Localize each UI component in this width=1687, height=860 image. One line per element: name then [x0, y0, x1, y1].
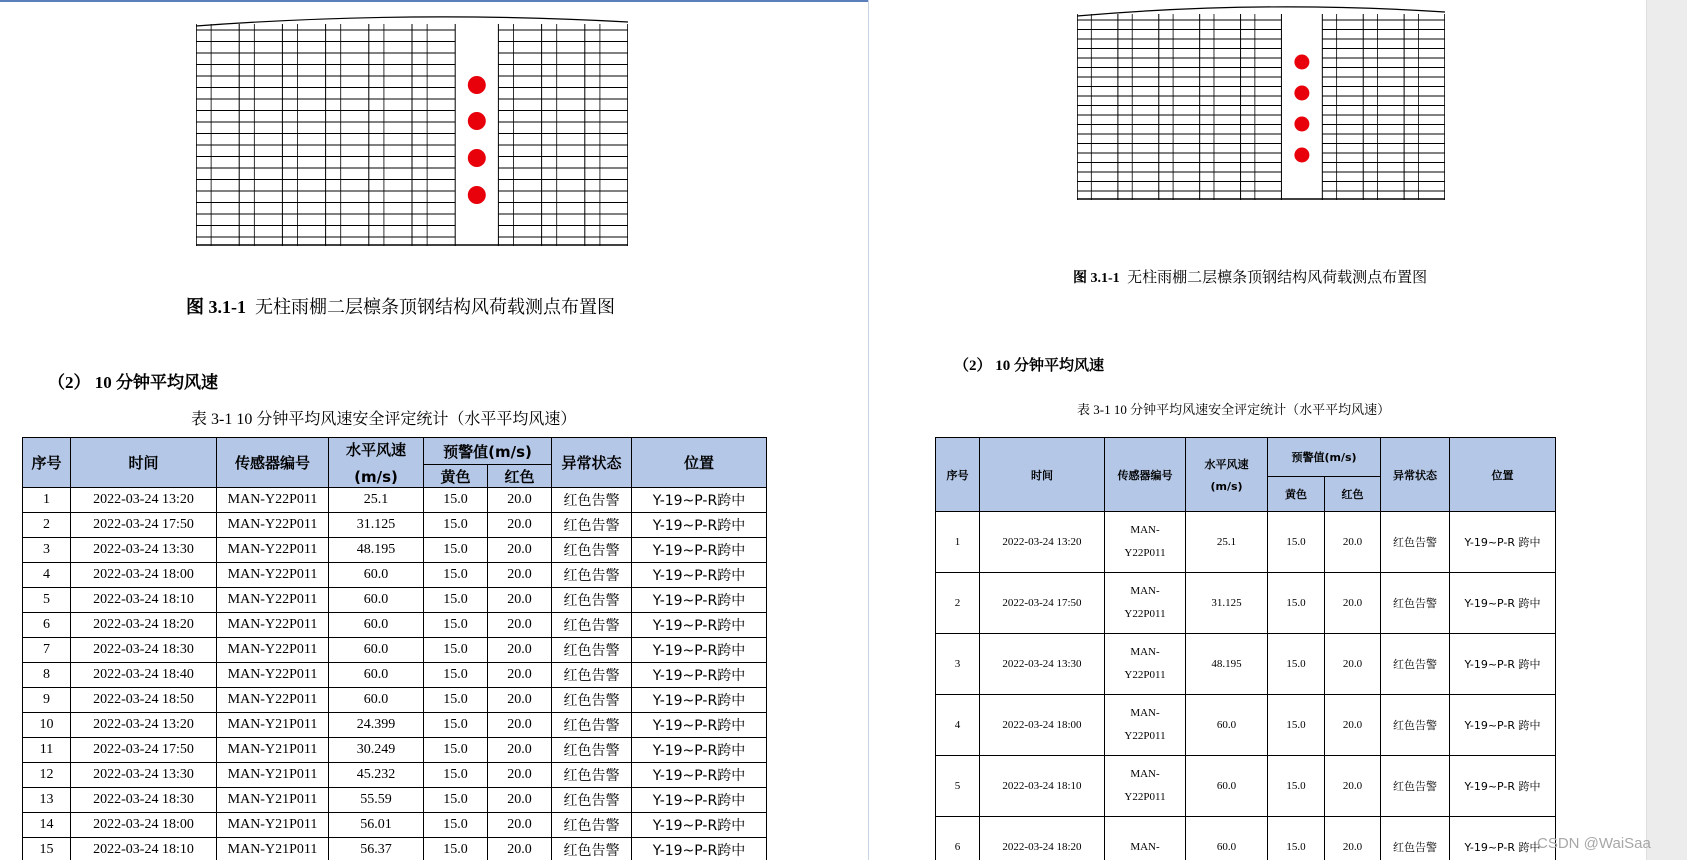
cell-location: Y-19~P-R跨中 [632, 813, 767, 838]
cell-time: 2022-03-24 18:20 [980, 817, 1105, 860]
cell-speed: 48.195 [329, 538, 424, 563]
cell-index: 3 [936, 634, 980, 695]
cell-red: 20.0 [488, 613, 552, 638]
measure-point [468, 149, 486, 167]
cell-index: 15 [23, 838, 71, 860]
right-document-page [869, 0, 1646, 860]
cell-index: 1 [23, 488, 71, 513]
cell-red: 20.0 [488, 588, 552, 613]
cell-speed: 25.1 [1186, 512, 1268, 573]
header-warning: 预警值(m/s) [1268, 438, 1381, 477]
left-figure-caption [186, 293, 615, 319]
left-section-heading: （2） 10 分钟平均风速 [48, 373, 218, 392]
cell-location: Y-19~P-R跨中 [632, 763, 767, 788]
header-wind-speed-label: 水平风速 [345, 441, 406, 459]
table-row [936, 573, 1556, 634]
cell-time: 2022-03-24 18:30 [71, 638, 217, 663]
cell-time: 2022-03-24 18:00 [980, 695, 1105, 756]
table-row [23, 838, 767, 860]
cell-status: 红色告警 [1381, 817, 1450, 860]
cell-status: 红色告警 [1381, 573, 1450, 634]
cell-sensor: MAN-Y21P011 [217, 813, 329, 838]
header-yellow: 黄色 [424, 465, 488, 488]
cell-red: 20.0 [488, 538, 552, 563]
cell-sensor [1105, 512, 1186, 573]
header-status: 异常状态 [1381, 438, 1450, 512]
cell-index: 6 [23, 613, 71, 638]
cell-status: 红色告警 [552, 663, 632, 688]
cell-status: 红色告警 [552, 713, 632, 738]
cell-sensor [1105, 817, 1186, 860]
table-row [23, 663, 767, 688]
cell-red: 20.0 [488, 563, 552, 588]
left-figure-title: 无柱雨棚二层檩条顶钢结构风荷载测点布置图 [255, 297, 615, 317]
table-row [23, 738, 767, 763]
cell-status: 红色告警 [552, 838, 632, 860]
cell-speed: 60.0 [1186, 756, 1268, 817]
cell-location: Y-19~P-R跨中 [632, 788, 767, 813]
cell-yellow: 15.0 [424, 688, 488, 713]
cell-speed: 31.125 [1186, 573, 1268, 634]
cell-status: 红色告警 [552, 513, 632, 538]
cell-index: 6 [936, 817, 980, 860]
cell-sensor: MAN-Y21P011 [217, 738, 329, 763]
cell-yellow: 15.0 [1268, 756, 1325, 817]
cell-status: 红色告警 [552, 763, 632, 788]
header-wind-speed [329, 438, 424, 488]
header-index: 序号 [936, 438, 980, 512]
cell-yellow: 15.0 [424, 638, 488, 663]
cell-status: 红色告警 [552, 563, 632, 588]
viewer-side-strip[interactable] [1646, 0, 1687, 860]
header-time: 时间 [980, 438, 1105, 512]
cell-status: 红色告警 [552, 738, 632, 763]
cell-index: 1 [936, 512, 980, 573]
cell-index: 8 [23, 663, 71, 688]
cell-yellow: 15.0 [424, 538, 488, 563]
cell-status: 红色告警 [552, 488, 632, 513]
table-row [23, 788, 767, 813]
cell-status: 红色告警 [1381, 634, 1450, 695]
cell-speed: 60.0 [329, 663, 424, 688]
cell-location: Y-19~P-R跨中 [632, 713, 767, 738]
cell-speed: 24.399 [329, 713, 424, 738]
cell-location: Y-19~P-R 跨中 [1450, 695, 1556, 756]
cell-speed: 60.0 [1186, 817, 1268, 860]
table-row [23, 713, 767, 738]
header-wind-speed-unit: (m/s) [1210, 480, 1243, 493]
right-measure-points [1294, 55, 1309, 163]
cell-location: Y-19~P-R 跨中 [1450, 573, 1556, 634]
cell-yellow: 15.0 [424, 788, 488, 813]
cell-red: 20.0 [488, 713, 552, 738]
cell-red: 20.0 [488, 838, 552, 860]
cell-red: 20.0 [488, 513, 552, 538]
cell-status: 红色告警 [552, 688, 632, 713]
cell-red: 20.0 [1325, 817, 1381, 860]
cell-status: 红色告警 [1381, 512, 1450, 573]
cell-sensor-line1: MAN- [1130, 524, 1160, 536]
cell-sensor-line1: MAN- [1130, 707, 1160, 719]
cell-red: 20.0 [488, 763, 552, 788]
cell-sensor: MAN-Y22P011 [217, 588, 329, 613]
cell-red: 20.0 [488, 813, 552, 838]
header-wind-speed-unit: (m/s) [354, 468, 398, 486]
measure-point [1294, 86, 1309, 101]
cell-time: 2022-03-24 18:30 [71, 788, 217, 813]
cell-status: 红色告警 [552, 788, 632, 813]
cell-yellow: 15.0 [424, 763, 488, 788]
header-warning: 预警值(m/s) [424, 438, 552, 465]
cell-sensor [1105, 695, 1186, 756]
table-row [23, 688, 767, 713]
header-time: 时间 [71, 438, 217, 488]
cell-sensor: MAN-Y22P011 [217, 688, 329, 713]
cell-location: Y-19~P-R跨中 [632, 688, 767, 713]
cell-sensor-line2: Y22P011 [1124, 791, 1166, 803]
cell-location: Y-19~P-R 跨中 [1450, 634, 1556, 695]
right-wind-speed-table [935, 437, 1556, 860]
cell-sensor: MAN-Y21P011 [217, 763, 329, 788]
cell-red: 20.0 [1325, 634, 1381, 695]
cell-speed: 25.1 [329, 488, 424, 513]
cell-yellow: 15.0 [424, 663, 488, 688]
cell-location: Y-19~P-R跨中 [632, 738, 767, 763]
cell-speed: 48.195 [1186, 634, 1268, 695]
cell-red: 20.0 [1325, 695, 1381, 756]
cell-status: 红色告警 [552, 638, 632, 663]
table-row [23, 813, 767, 838]
left-page-top-accent [0, 0, 868, 2]
header-wind-speed-label: 水平风速 [1204, 458, 1249, 471]
cell-index: 5 [23, 588, 71, 613]
table-header-row [936, 438, 1556, 477]
cell-sensor: MAN-Y22P011 [217, 638, 329, 663]
header-location: 位置 [632, 438, 767, 488]
cell-yellow: 15.0 [1268, 695, 1325, 756]
cell-speed: 60.0 [329, 638, 424, 663]
measure-point [468, 76, 486, 94]
cell-speed: 45.232 [329, 763, 424, 788]
left-table-caption: 表 3-1 10 分钟平均风速安全评定统计（水平平均风速） [191, 411, 577, 428]
header-status: 异常状态 [552, 438, 632, 488]
cell-red: 20.0 [488, 663, 552, 688]
cell-time: 2022-03-24 18:10 [980, 756, 1105, 817]
cell-speed: 60.0 [329, 688, 424, 713]
cell-status: 红色告警 [1381, 695, 1450, 756]
cell-time: 2022-03-24 18:10 [71, 588, 217, 613]
cell-speed: 31.125 [329, 513, 424, 538]
cell-index: 12 [23, 763, 71, 788]
cell-time: 2022-03-24 18:00 [71, 563, 217, 588]
cell-yellow: 15.0 [1268, 512, 1325, 573]
cell-time: 2022-03-24 18:20 [71, 613, 217, 638]
right-figure-caption [1073, 266, 1427, 287]
right-section-heading: （2） 10 分钟平均风速 [954, 358, 1105, 374]
cell-speed: 56.01 [329, 813, 424, 838]
right-figure-label: 图 3.1-1 [1073, 271, 1120, 286]
table-row [23, 588, 767, 613]
cell-yellow: 15.0 [424, 563, 488, 588]
cell-red: 20.0 [488, 638, 552, 663]
cell-yellow: 15.0 [424, 513, 488, 538]
cell-speed: 60.0 [329, 613, 424, 638]
header-location: 位置 [1450, 438, 1556, 512]
cell-index: 14 [23, 813, 71, 838]
measure-point [1294, 148, 1309, 163]
cell-sensor-line2: Y22P011 [1124, 608, 1166, 620]
cell-speed: 55.59 [329, 788, 424, 813]
cell-sensor: MAN-Y22P011 [217, 538, 329, 563]
cell-time: 2022-03-24 17:50 [71, 513, 217, 538]
cell-status: 红色告警 [552, 588, 632, 613]
cell-sensor: MAN-Y21P011 [217, 788, 329, 813]
table-row [936, 634, 1556, 695]
header-wind-speed [1186, 438, 1268, 512]
cell-time: 2022-03-24 18:10 [71, 838, 217, 860]
left-wind-speed-table [22, 437, 767, 860]
cell-time: 2022-03-24 13:20 [71, 713, 217, 738]
cell-speed: 30.249 [329, 738, 424, 763]
measure-point [468, 112, 486, 130]
table-row [23, 488, 767, 513]
cell-sensor [1105, 756, 1186, 817]
cell-yellow: 15.0 [424, 613, 488, 638]
cell-sensor: MAN-Y22P011 [217, 513, 329, 538]
cell-speed: 60.0 [1186, 695, 1268, 756]
cell-index: 11 [23, 738, 71, 763]
header-index: 序号 [23, 438, 71, 488]
cell-yellow: 15.0 [424, 838, 488, 860]
table-header-row [23, 438, 767, 465]
cell-location: Y-19~P-R跨中 [632, 563, 767, 588]
table-row [23, 638, 767, 663]
right-structure-diagram [1077, 0, 1445, 200]
cell-red: 20.0 [488, 688, 552, 713]
cell-speed: 60.0 [329, 588, 424, 613]
table-row [936, 756, 1556, 817]
header-yellow: 黄色 [1268, 477, 1325, 512]
cell-index: 13 [23, 788, 71, 813]
cell-red: 20.0 [1325, 573, 1381, 634]
left-figure-label: 图 3.1-1 [186, 297, 246, 317]
cell-yellow: 15.0 [424, 813, 488, 838]
measure-point [1294, 55, 1309, 70]
cell-red: 20.0 [1325, 512, 1381, 573]
cell-index: 7 [23, 638, 71, 663]
cell-red: 20.0 [488, 738, 552, 763]
header-red: 红色 [488, 465, 552, 488]
cell-sensor-line1: MAN- [1130, 768, 1160, 780]
cell-time: 2022-03-24 18:40 [71, 663, 217, 688]
cell-sensor: MAN-Y22P011 [217, 563, 329, 588]
cell-location: Y-19~P-R跨中 [632, 613, 767, 638]
cell-sensor-line2: Y22P011 [1124, 669, 1166, 681]
header-sensor: 传感器编号 [217, 438, 329, 488]
cell-location: Y-19~P-R跨中 [632, 638, 767, 663]
right-table-caption: 表 3-1 10 分钟平均风速安全评定统计（水平平均风速） [1077, 402, 1391, 417]
cell-time: 2022-03-24 13:20 [71, 488, 217, 513]
right-purlin-grid [1077, 7, 1445, 200]
cell-time: 2022-03-24 13:30 [980, 634, 1105, 695]
table-row [936, 695, 1556, 756]
left-measure-points [468, 76, 486, 204]
cell-sensor [1105, 573, 1186, 634]
cell-location: Y-19~P-R跨中 [632, 513, 767, 538]
cell-yellow: 15.0 [1268, 634, 1325, 695]
cell-index: 5 [936, 756, 980, 817]
cell-red: 20.0 [488, 488, 552, 513]
cell-status: 红色告警 [552, 538, 632, 563]
cell-yellow: 15.0 [1268, 573, 1325, 634]
cell-time: 2022-03-24 17:50 [71, 738, 217, 763]
cell-yellow: 15.0 [424, 588, 488, 613]
cell-location: Y-19~P-R 跨中 [1450, 756, 1556, 817]
cell-index: 3 [23, 538, 71, 563]
cell-time: 2022-03-24 17:50 [980, 573, 1105, 634]
cell-sensor-line1: MAN- [1130, 840, 1160, 853]
cell-yellow: 15.0 [1268, 817, 1325, 860]
cell-sensor-line1: MAN- [1130, 585, 1160, 597]
cell-index: 9 [23, 688, 71, 713]
header-sensor: 传感器编号 [1105, 438, 1186, 512]
cell-location: Y-19~P-R跨中 [632, 838, 767, 860]
cell-time: 2022-03-24 13:30 [71, 763, 217, 788]
cell-index: 4 [23, 563, 71, 588]
cell-location: Y-19~P-R跨中 [632, 488, 767, 513]
cell-time: 2022-03-24 13:20 [980, 512, 1105, 573]
cell-status: 红色告警 [552, 813, 632, 838]
watermark: CSDN @WaiSaa [1537, 835, 1651, 852]
header-red: 红色 [1325, 477, 1381, 512]
table-row [23, 613, 767, 638]
left-table-body [23, 488, 767, 860]
cell-index: 4 [936, 695, 980, 756]
cell-index: 2 [23, 513, 71, 538]
cell-sensor: MAN-Y21P011 [217, 713, 329, 738]
table-row [936, 512, 1556, 573]
table-row [23, 513, 767, 538]
cell-location: Y-19~P-R跨中 [632, 588, 767, 613]
table-row [23, 763, 767, 788]
cell-location: Y-19~P-R跨中 [632, 663, 767, 688]
cell-red: 20.0 [1325, 756, 1381, 817]
cell-time: 2022-03-24 18:50 [71, 688, 217, 713]
cell-speed: 56.37 [329, 838, 424, 860]
cell-yellow: 15.0 [424, 488, 488, 513]
table-row [23, 563, 767, 588]
cell-sensor-line1: MAN- [1130, 646, 1160, 658]
table-row [23, 538, 767, 563]
cell-red: 20.0 [488, 788, 552, 813]
cell-yellow: 15.0 [424, 738, 488, 763]
left-purlin-grid [196, 17, 628, 246]
cell-status: 红色告警 [1381, 756, 1450, 817]
right-table-body [936, 512, 1556, 860]
cell-time: 2022-03-24 13:30 [71, 538, 217, 563]
cell-time: 2022-03-24 18:00 [71, 813, 217, 838]
cell-status: 红色告警 [552, 613, 632, 638]
cell-sensor: MAN-Y22P011 [217, 613, 329, 638]
measure-point [468, 186, 486, 204]
cell-yellow: 15.0 [424, 713, 488, 738]
cell-sensor: MAN-Y21P011 [217, 838, 329, 860]
measure-point [1294, 117, 1309, 132]
cell-sensor-line2: Y22P011 [1124, 547, 1166, 559]
right-figure-title: 无柱雨棚二层檩条顶钢结构风荷载测点布置图 [1127, 270, 1428, 286]
left-structure-diagram [196, 10, 628, 246]
cell-speed: 60.0 [329, 563, 424, 588]
cell-index: 10 [23, 713, 71, 738]
cell-location: Y-19~P-R跨中 [632, 538, 767, 563]
cell-index: 2 [936, 573, 980, 634]
cell-location: Y-19~P-R 跨中 [1450, 512, 1556, 573]
cell-sensor: MAN-Y22P011 [217, 663, 329, 688]
cell-location: Y-19~P-R 跨中 [1450, 817, 1556, 860]
table-row [936, 817, 1556, 860]
cell-sensor [1105, 634, 1186, 695]
cell-sensor: MAN-Y22P011 [217, 488, 329, 513]
cell-sensor-line2: Y22P011 [1124, 730, 1166, 742]
